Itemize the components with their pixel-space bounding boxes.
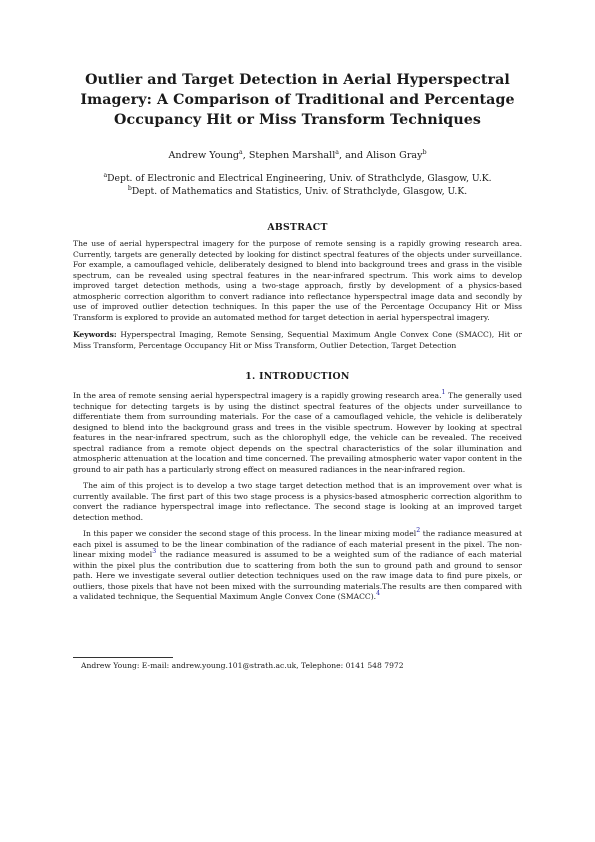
citation-link[interactable]: 1 [441, 389, 446, 396]
paragraph-text: The generally used technique for detecting targets is by using the distinct spectral features of the objects under surveillance to differentiate them from surrounding materials. For the case of a camouflaged vehicle, the vehicle is deliberately designed to blend into the background grass and trees in the visible spectrum. However by looking at spectral features in the near-infrared spectrum, such as the chlorophyll edge, the vehicle can be revealed. The received spectral radiance from a remote object depends on the spectral characteristics of the solar illumination and atmospheric attenuation at the location and time concerned. The prevailing atmospheric water vapor content in the ground to air path has a particularly strong effect on measured radiances in the near-infrared region. [73, 391, 522, 474]
paper-page [73, 70, 522, 603]
author-list [73, 149, 522, 162]
title-line: Imagery: A Comparison of Traditional and Percentage [80, 92, 515, 108]
affiliation [73, 172, 522, 185]
affiliation-list [73, 172, 522, 198]
title-line: Occupancy Hit or Miss Transform Techniques [114, 112, 481, 128]
paper-title [73, 70, 522, 130]
footnote: Andrew Young: E-mail: andrew.young.101@strath.ac.uk, Telephone: 0141 548 7972 [81, 661, 404, 670]
author-separator: , [242, 150, 249, 161]
abstract-body: The use of aerial hyperspectral imagery for the purpose of remote sensing is a rapidly growing research area. Currently, targets are generally detected by looking for distinct spectral features of the objects under surveillance. For example, a camouflaged vehicle, deliberately designed to blend into background trees and grass in the visible spectrum, can be revealed using spectral features in the near-infrared spectrum. This work aims to develop improved target detection methods, using a two-stage approach, firstly by development of a physics-based atmospheric correction algorithm to convert radiance into reflectance hyperspectral image data and secondly by use of improved outlier detection techniques. In this paper the use of the Percentage Occupancy Hit or Miss Transform is explored to provide an automated method for target detection in aerial hyperspectral imagery. [73, 239, 522, 322]
affiliation-mark: a [335, 149, 339, 156]
affiliation-mark: b [127, 185, 132, 192]
affiliation-mark: a [239, 149, 243, 156]
keywords-text: Hyperspectral Imaging, Remote Sensing, Sequential Maximum Angle Convex Cone (SMACC), Hit or Miss Transform, Percentage Occupancy Hit or Miss Transform, Outlier Detection, Target Detection [73, 330, 522, 350]
intro-paragraph [73, 391, 522, 475]
citation-link[interactable]: 3 [152, 548, 157, 555]
title-line: Outlier and Target Detection in Aerial Hyperspectral [85, 72, 510, 88]
author-name: Stephen Marshall [248, 150, 336, 161]
affiliation-text: Dept. of Electronic and Electrical Engineering, Univ. of Strathclyde, Glasgow, U.K. [107, 173, 492, 184]
footnote-divider [73, 657, 173, 658]
citation-link[interactable]: 2 [416, 527, 421, 534]
paragraph-text: the radiance measured at each pixel is assumed to be the linear combination of the radiance of each material present in the pixel. The non-linear mixing model [73, 529, 522, 559]
intro-paragraph: The aim of this project is to develop a two stage target detection method that is an improvement over what is currently available. The first part of this two stage process is a physics-based atmospheric correction algorithm to convert the radiance hyperspectral image into reflectance. The second stage is looking at an improved target detection method. [73, 481, 522, 522]
affiliation-text: Dept. of Mathematics and Statistics, Univ. of Strathclyde, Glasgow, U.K. [131, 186, 468, 197]
citation-link[interactable]: 4 [376, 590, 381, 597]
keywords [73, 330, 522, 351]
affiliation-mark: a [103, 172, 108, 179]
author-name: Andrew Young [168, 150, 240, 161]
keywords-label: Keywords: [73, 330, 117, 339]
author-separator: , and [338, 150, 367, 161]
introduction-heading: 1. INTRODUCTION [245, 371, 350, 382]
paragraph-text: the radiance measured is assumed to be a weighted sum of the radiance of each material within the pixel plus the contribution due to scattering from both the sun to ground path and ground to sensor path. Here we investigate several outlier detection techniques used on the raw image data to find pure pixels, or outliers, those pixels that have not been mixed with the surrounding materials.The results are then compared with a validated technique, the Sequential Maximum Angle Convex Cone (SMACC). [73, 550, 522, 601]
affiliation-mark: b [422, 149, 427, 156]
intro-paragraph [73, 529, 522, 603]
affiliation [73, 185, 522, 198]
paragraph-text: In this paper we consider the second stage of this process. In the linear mixing model [83, 529, 417, 538]
abstract-heading: ABSTRACT [267, 222, 328, 233]
author-name: Alison Gray [366, 150, 423, 161]
paragraph-text: In the area of remote sensing aerial hyperspectral imagery is a rapidly growing research area. [73, 391, 442, 400]
